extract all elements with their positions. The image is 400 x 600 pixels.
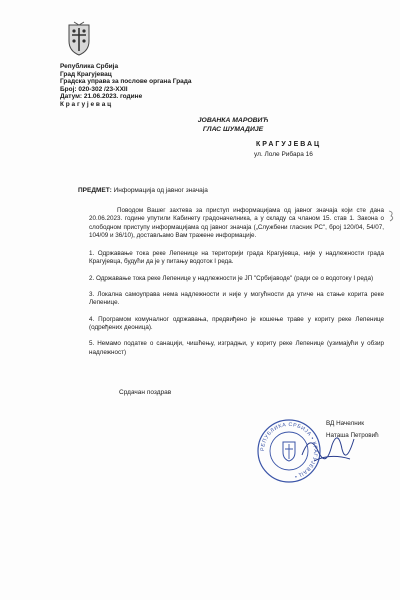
point-paragraph: 1. Одржавање тока реке Лепенице на територији града Крагујевца, није у надлежности града Крагујевца, будући да је у питању водоток I реда. [89,250,384,266]
subject-line [78,187,208,194]
point-paragraph: 4. Програмом комуналног одржавања, предвиђено је кошење траве у кориту реке Лепенице (одређених деоница). [89,315,384,331]
intro-paragraph: Поводом Вашег захтева за приступ информацијама од јавног значаја који сте дана 20.06.2023. године упутили Кабинету градоначелника, а у складу са чланом 15. став 1. Закона о слободном приступу информацијама од јавног значаја („Службени гласник РС", број 120/04, 54/07, 104/09 и 36/10), достављамо Вам тражене информације. [89,207,384,239]
letterhead-line: Датум: 21.06.2023. године [60,93,143,101]
destination-city: КРАГУЈЕВАЦ [256,141,322,148]
recipient-block [178,117,288,134]
letterhead-line: Број: 020-302 /23-XXII [60,85,128,93]
letterhead-line: К р а г у ј е в а ц [60,100,112,108]
signer-title: ВД Начелник [326,420,364,427]
point-paragraph: 2. Одржавање тока реке Лепенице у надлежности је ЈП "Србијаводе" (ради се о водотоку I реда) [89,274,374,282]
signer-name: Наташа Петровић [326,432,379,439]
stamp-text: РЕПУБЛИКА СРБИЈА • КРАГУЈЕВАЦ • [259,421,319,480]
letterhead-line: Град Крагујевац [60,70,112,78]
subject-label: ПРЕДМЕТ: [78,187,112,194]
subject-text: Информација од јавног значаја [113,187,208,194]
serbian-coat-of-arms-icon [65,21,93,57]
letter-body [89,207,384,365]
point-paragraph: 5. Немамо податке о санацији, чишћењу, изградњи, у кориту реке Лепенице (узимајући у обзир надлежност) [89,340,384,356]
recipient-name: ЈОВАНКА МАРОВИЋ [197,117,269,124]
margin-mark-icon [388,210,396,222]
recipient-outlet: ГЛАС ШУМАДИЈЕ [202,125,264,133]
point-paragraph: 3. Локална самоуправа нема надлежности и није у могућности да утиче на стање корита реке Лепенице. [89,291,384,307]
closing-line: Срдачан поздрав [119,389,172,396]
letterhead [60,63,192,109]
destination-address: ул. Лоле Рибара 16 [254,151,313,158]
letterhead-line: Република Србија [60,63,119,70]
letterhead-line: Градска управа за послове органа Града [60,78,192,86]
signer-block [326,418,379,442]
